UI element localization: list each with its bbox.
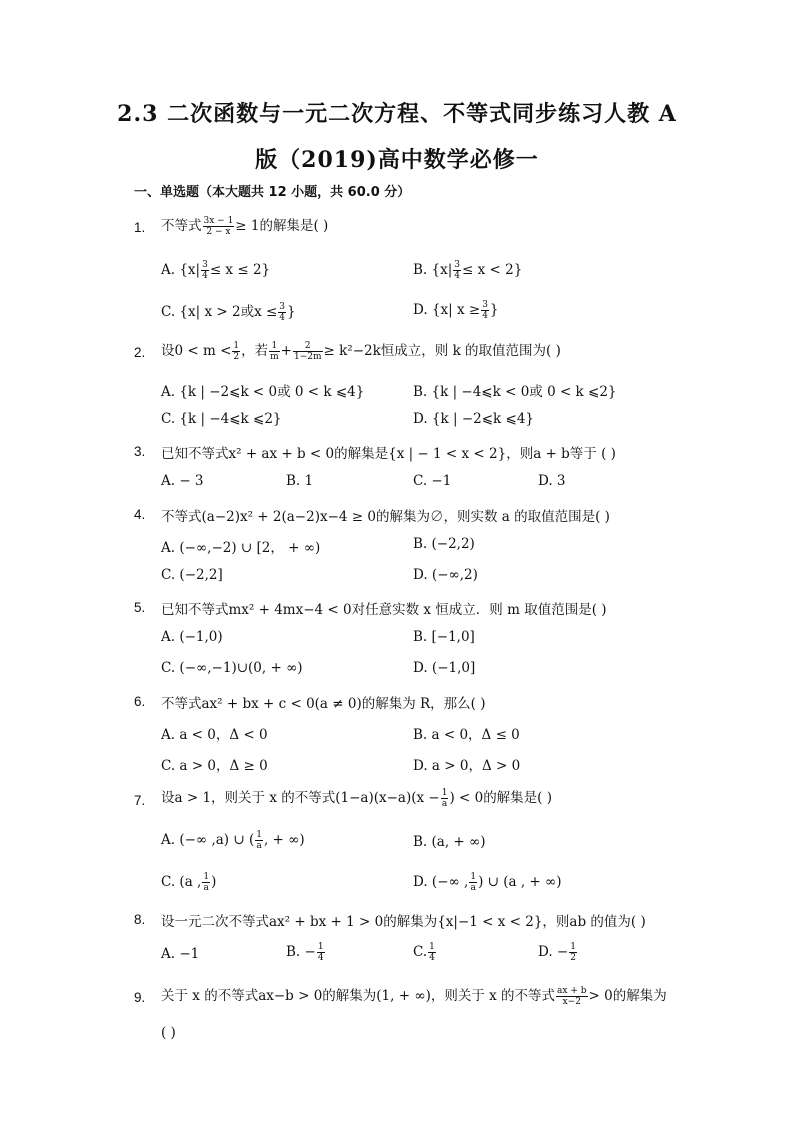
option-d[interactable]: D. (−1,0]	[413, 660, 476, 676]
option-c[interactable]	[161, 300, 296, 323]
fraction	[278, 302, 286, 323]
question-number: 7.	[134, 793, 146, 808]
question-stem: 不等式ax² + bx + c < 0(a ≠ 0)的解集为 R，那么( )	[161, 696, 486, 712]
fraction-numerator: 1	[317, 942, 324, 952]
option-text: B. −	[286, 944, 316, 960]
option-text: C. (a ,	[161, 874, 202, 890]
fraction	[428, 942, 436, 963]
option-c[interactable]: C. (−2,2]	[161, 567, 223, 583]
doc-title-line2: 版（2019)高中数学必修一	[255, 147, 539, 173]
fraction-denominator: a	[203, 883, 209, 893]
fraction	[269, 341, 280, 362]
option-a[interactable]	[161, 830, 305, 851]
fraction-denominator: 2 − x	[206, 227, 231, 237]
option-text: )	[211, 874, 217, 890]
stem-text: 设0 < m <	[161, 343, 232, 359]
question-number: 6.	[134, 694, 146, 709]
question-stem: 不等式(a−2)x² + 2(a−2)x−4 ≥ 0的解集为∅，则实数 a 的取值范围是( )	[161, 509, 610, 525]
option-a[interactable]: A. {k | −2⩽k < 0或 0 < k ⩽4}	[161, 384, 365, 400]
option-c[interactable]	[161, 872, 216, 893]
fraction-numerator: 2	[293, 341, 323, 352]
fraction-numerator: 3	[202, 260, 208, 270]
stem-text: ，若	[241, 343, 269, 359]
option-a[interactable]	[161, 260, 270, 281]
option-text: }	[287, 304, 296, 320]
fraction-denominator: a	[441, 799, 448, 809]
fraction-numerator: ax + b	[557, 986, 587, 996]
option-b[interactable]	[413, 260, 522, 281]
fraction-denominator: 4	[279, 313, 286, 323]
option-text: D. −	[538, 944, 569, 960]
option-text: A. (−∞ ,a) ∪ (	[161, 832, 255, 848]
fraction	[203, 216, 235, 237]
fraction-numerator: 3x − 1	[203, 216, 234, 226]
fraction-denominator: 4	[454, 271, 460, 281]
fraction-denominator: 4	[482, 311, 488, 321]
fraction-denominator: 1−2m	[293, 352, 322, 362]
question-stem: 设一元二次不等式ax² + bx + 1 > 0的解集为{x|−1 < x < 2}，则ab 的值为( )	[161, 914, 646, 930]
question-stem	[161, 786, 552, 809]
fraction-denominator: a	[470, 883, 476, 893]
option-b[interactable]: B. {k | −4⩽k < 0或 0 < k ⩽2}	[413, 384, 617, 400]
option-d[interactable]	[413, 300, 499, 321]
option-text: ≤ x < 2}	[462, 262, 523, 278]
fraction	[441, 788, 449, 809]
fraction-numerator: 1	[441, 788, 448, 798]
fraction-denominator: 4	[202, 271, 208, 281]
stem-text: ≥ k²−2k恒成立，则 k 的取值范围为( )	[323, 343, 561, 359]
fraction-denominator: x−2	[562, 997, 581, 1007]
fraction	[481, 300, 489, 321]
fraction	[293, 341, 323, 362]
fraction-denominator: 4	[317, 953, 324, 963]
option-c[interactable]: C. (−∞,−1)∪(0, + ∞)	[161, 660, 303, 676]
option-d[interactable]: D. (−∞,2)	[413, 567, 478, 583]
option-d[interactable]	[538, 942, 578, 963]
stem-text: 设a > 1，则关于 x 的不等式(1−a)(x−a)(x −	[161, 790, 440, 806]
fraction-numerator: 3	[454, 260, 460, 270]
fraction	[202, 872, 210, 893]
option-text: ) ∪ (a , + ∞)	[478, 874, 562, 890]
question-number: 1.	[134, 220, 146, 235]
section-heading: 一、单选题（本大题共 12 小题，共 60.0 分）	[134, 185, 411, 200]
fraction-numerator: 3	[279, 302, 286, 312]
option-text: C.	[413, 944, 428, 960]
fraction	[255, 830, 263, 851]
fraction-numerator: 1	[269, 341, 280, 352]
option-a[interactable]: A. (−∞,−2) ∪ [2， + ∞)	[161, 540, 321, 556]
option-c[interactable]: C. a > 0，Δ ≥ 0	[161, 758, 268, 774]
fraction-denominator: 4	[429, 953, 435, 963]
question-stem-continued: ( )	[161, 1025, 176, 1041]
fraction-numerator: 1	[470, 872, 477, 882]
option-d[interactable]: D. a > 0，Δ > 0	[413, 758, 521, 774]
option-d[interactable]: D. 3	[538, 473, 566, 489]
fraction-numerator: 1	[570, 942, 576, 952]
fraction	[317, 942, 325, 963]
question-number: 3.	[134, 444, 146, 459]
option-c[interactable]	[413, 942, 437, 963]
stem-text: +	[280, 343, 292, 359]
option-b[interactable]: B. (a, + ∞)	[413, 834, 486, 850]
fraction	[556, 986, 587, 1007]
doc-title-line1: 2.3 二次函数与一元二次方程、不等式同步练习人教 A	[117, 101, 677, 127]
option-text: A. {x|	[161, 262, 201, 278]
question-number: 4.	[134, 507, 146, 522]
option-a[interactable]: A. −1	[161, 946, 200, 962]
option-a[interactable]: A. a < 0，Δ < 0	[161, 727, 268, 743]
stem-text: > 0的解集为	[588, 988, 667, 1004]
stem-text: 关于 x 的不等式ax−b > 0的解集为(1, + ∞)，则关于 x 的不等式	[161, 988, 556, 1004]
question-number: 2.	[134, 345, 146, 360]
option-d[interactable]	[413, 872, 562, 893]
fraction-denominator: 2	[570, 953, 576, 963]
fraction	[469, 872, 477, 893]
stem-text: ≥ 1的解集是( )	[235, 218, 329, 234]
option-text: }	[489, 302, 499, 318]
option-a[interactable]: A. − 3	[161, 473, 204, 489]
question-stem: 已知不等式mx² + 4mx−4 < 0对任意实数 x 恒成立．则 m 取值范围是( )	[161, 602, 607, 618]
question-stem: 已知不等式x² + ax + b < 0的解集是{x | − 1 < x < 2}，则a + b等于 ( )	[161, 446, 616, 462]
fraction-numerator: 3	[482, 300, 488, 310]
fraction	[232, 341, 240, 362]
fraction-denominator: 2	[233, 352, 240, 362]
option-text: , + ∞)	[263, 832, 305, 848]
option-d[interactable]: D. {k | −2⩽k ⩽4}	[413, 411, 534, 427]
option-c[interactable]: C. −1	[413, 473, 452, 489]
option-b[interactable]: B. (−2,2)	[413, 536, 475, 552]
option-c[interactable]: C. {k | −4⩽k ⩽2}	[161, 411, 282, 427]
option-text: D. {x| x ≥	[413, 302, 481, 318]
fraction	[569, 942, 577, 963]
option-b[interactable]: B. a < 0，Δ ≤ 0	[413, 727, 520, 743]
fraction-numerator: 1	[256, 830, 262, 840]
fraction-numerator: 1	[429, 942, 435, 952]
option-b[interactable]: B. [−1,0]	[413, 629, 475, 645]
question-stem	[161, 339, 561, 362]
fraction	[201, 260, 209, 281]
fraction-numerator: 1	[203, 872, 210, 882]
fraction-numerator: 1	[233, 341, 240, 351]
option-text: B. {x|	[413, 262, 453, 278]
option-text: ≤ x ≤ 2}	[209, 262, 271, 278]
question-number: 8.	[134, 912, 146, 927]
question-stem	[161, 214, 328, 237]
fraction-denominator: a	[256, 841, 262, 851]
fraction	[453, 260, 461, 281]
stem-text: 不等式	[161, 218, 202, 234]
fraction-denominator: m	[270, 352, 279, 362]
question-number: 5.	[134, 600, 146, 615]
option-a[interactable]: A. (−1,0)	[161, 629, 223, 645]
option-text: C. {x| x > 2或x ≤	[161, 304, 278, 320]
option-b[interactable]	[286, 942, 326, 963]
option-text: D. (−∞ ,	[413, 874, 469, 890]
stem-text: ) < 0的解集是( )	[449, 790, 553, 806]
option-b[interactable]: B. 1	[286, 473, 314, 489]
question-stem	[161, 984, 667, 1007]
question-number: 9.	[134, 990, 146, 1005]
